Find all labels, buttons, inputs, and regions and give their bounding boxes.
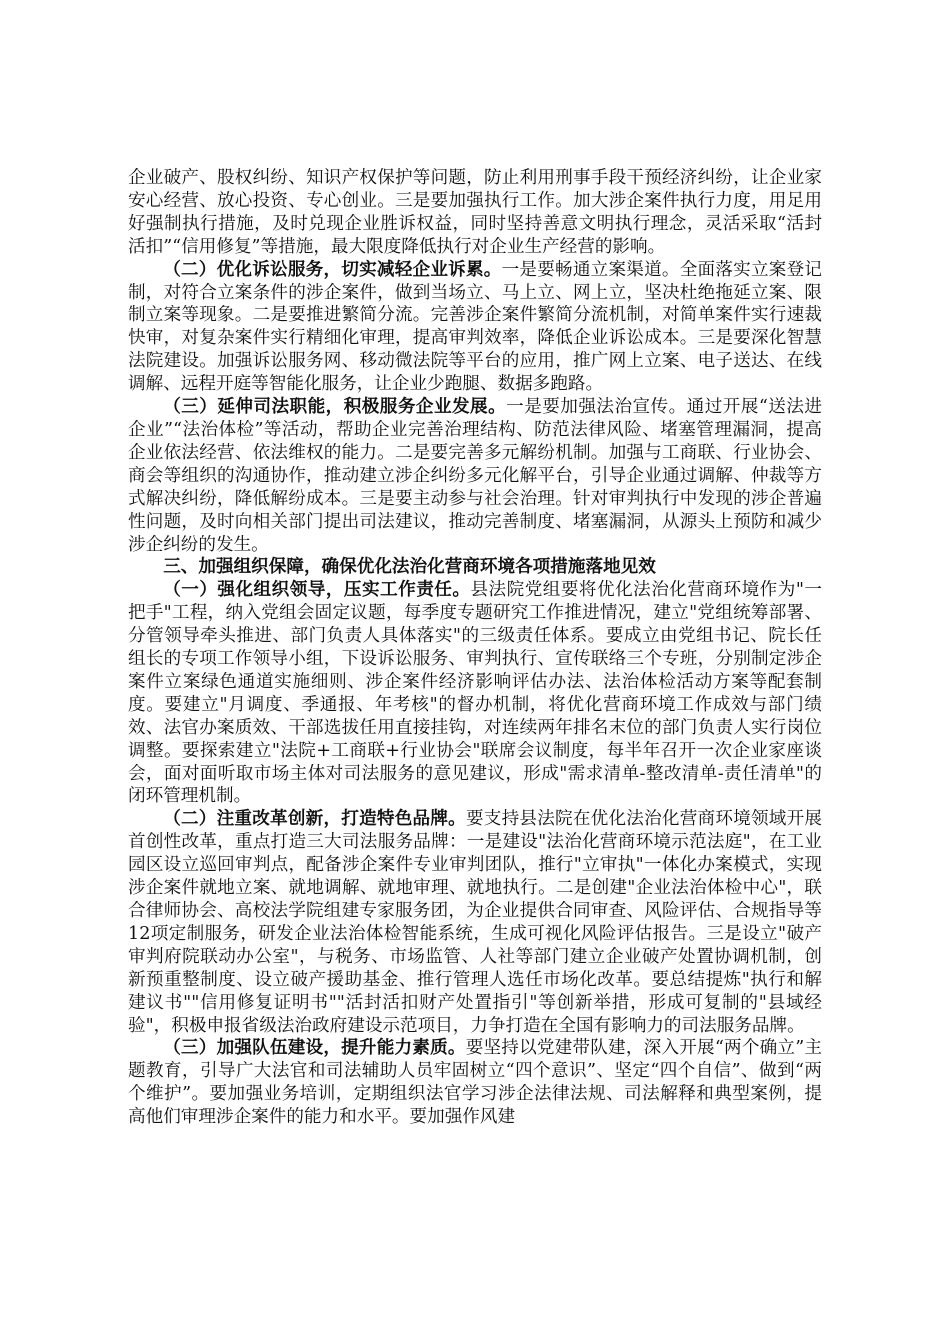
paragraph-text: 要支持县法院在优化法治化营商环境领域开展首创性改革，重点打造三大司法服务品牌：一是建设"法治化营商环境示范法庭"，在工业园区设立巡回审判点，配备涉企案件专业审判团队，推行"立审执"一体化办案模式，实现涉企案件就地立案、就地调解、就地审理、就地执行。二是创建"企业法治体检中心"，联合律师协会、高校法学院组建专家服务团，为企业提供合同审查、风险评估、合规指导等12项定制服务，研发企业法治体检智能系统，生成可视化风险评估报告。三是设立"破产审判府院联动办公室"，与税务、市场监管、人社等部门建立企业破产处置协调机制，创新预重整制度、设立破产援助基金、推行管理人选任市场化改革。要总结提炼"执行和解建议书""信用修复证明书""活封活扣财产处置指引"等创新举措，形成可复制的"县域经验"，积极申报省级法治政府建设示范项目，力争打造在全国有影响力的司法服务品牌。 xyxy=(128,809,822,1036)
paragraph-lead-heading: （二）优化诉讼服务，切实减轻企业诉累。 xyxy=(163,258,502,280)
paragraph-text: 企业破产、股权纠纷、知识产权保护等问题，防止利用刑事手段干预经济纠纷，让企业家安心经营、放心投资、专心创业。三是要加强执行工作。加大涉企案件执行力度，用足用好强制执行措施，及时兑现企业胜诉权益，同时坚持善意文明执行理念，灵活采取“活封活扣”“信用修复”等措施，最大限度降低执行对企业生产经营的影响。 xyxy=(128,168,822,257)
paragraph-text: 一是要畅通立案渠道。全面落实立案登记制，对符合立案条件的涉企案件，做到当场立、马上立、网上立，坚决杜绝拖延立案、限制立案等现象。二是要推进繁简分流。完善涉企案件繁简分流机制，对简单案件实行速裁快审，对复杂案件实行精细化审理，提高审判效率，降低企业诉讼成本。三是要深化智慧法院建设。加强诉讼服务网、移动微法院等平台的应用，推广网上立案、电子送达、在线调解、远程开庭等智能化服务，让企业少跑腿、数据多跑路。 xyxy=(128,259,822,395)
section-heading-text: 三、加强组织保障，确保优化法治化营商环境各项措施落地见效 xyxy=(163,556,656,578)
paragraph-text: 县法院党组要将优化法治化营商环境作为"一把手"工程，纳入党组会固定议题，每季度专题研究工作推进情况，建立"党组统筹部署、分管领导牵头推进、部门负责人具体落实"的三级责任体系。要成立由党组书记、院长任组长的专项工作领导小组，下设诉讼服务、审判执行、宣传联络三个专班，分别制定涉企案件立案绿色通道实施细则、涉企案件经济影响评估办法、法治体检活动方案等配套制度。要建立"月调度、季通报、年考核"的督办机制，将优化营商环境工作成效与部门绩效、法官办案质效、干部选拔任用直接挂钩，对连续两年排名末位的部门负责人实行岗位调整。要探索建立"法院+工商联+行业协会"联席会议制度，每半年召开一次企业家座谈会，面对面听取市场主体对司法服务的意见建议，形成"需求清单-整改清单-责任清单"的闭环管理机制。 xyxy=(128,580,822,807)
paragraph-lead-heading: （三）延伸司法职能，积极服务企业发展。 xyxy=(163,396,507,418)
paragraph-lead-heading: （一）强化组织领导，压实工作责任。 xyxy=(163,579,471,601)
paragraph-organizational-leadership xyxy=(128,579,822,808)
paragraph-team-building xyxy=(128,1037,822,1129)
paragraph-lead-heading: （三）加强队伍建设，提升能力素质。 xyxy=(163,1037,466,1059)
paragraph-continuation xyxy=(128,167,822,259)
document-page xyxy=(128,167,822,1129)
paragraph-text: 一是要加强法治宣传。通过开展“送法进企业”“法治体检”等活动，帮助企业完善治理结构、防范法律风险、堵塞管理漏洞，提高企业依法经营、依法维权的能力。二是要完善多元解纷机制。加强与工商联、行业协会、商会等组织的沟通协作，推动建立涉企纠纷多元化解平台，引导企业通过调解、仲裁等方式解决纠纷，降低解纷成本。三是要主动参与社会治理。针对审判执行中发现的涉企普遍性问题，及时向相关部门提出司法建议，推动完善制度、堵塞漏洞，从源头上预防和减少涉企纠纷的发生。 xyxy=(128,397,822,555)
paragraph-judicial-function xyxy=(128,396,822,556)
section-heading xyxy=(128,556,822,579)
paragraph-lead-heading: （二）注重改革创新，打造特色品牌。 xyxy=(163,808,466,830)
paragraph-litigation-service xyxy=(128,259,822,396)
paragraph-reform-innovation xyxy=(128,808,822,1037)
paragraph-text: 要坚持以党建带队建，深入开展“两个确立”主题教育，引导广大法官和司法辅助人员牢固树立“四个意识”、坚定“四个自信”、做到“两个维护”。要加强业务培训，定期组织法官学习涉企法律法规、司法解释和典型案例，提高他们审理涉企案件的能力和水平。要加强作风建 xyxy=(128,1038,822,1128)
